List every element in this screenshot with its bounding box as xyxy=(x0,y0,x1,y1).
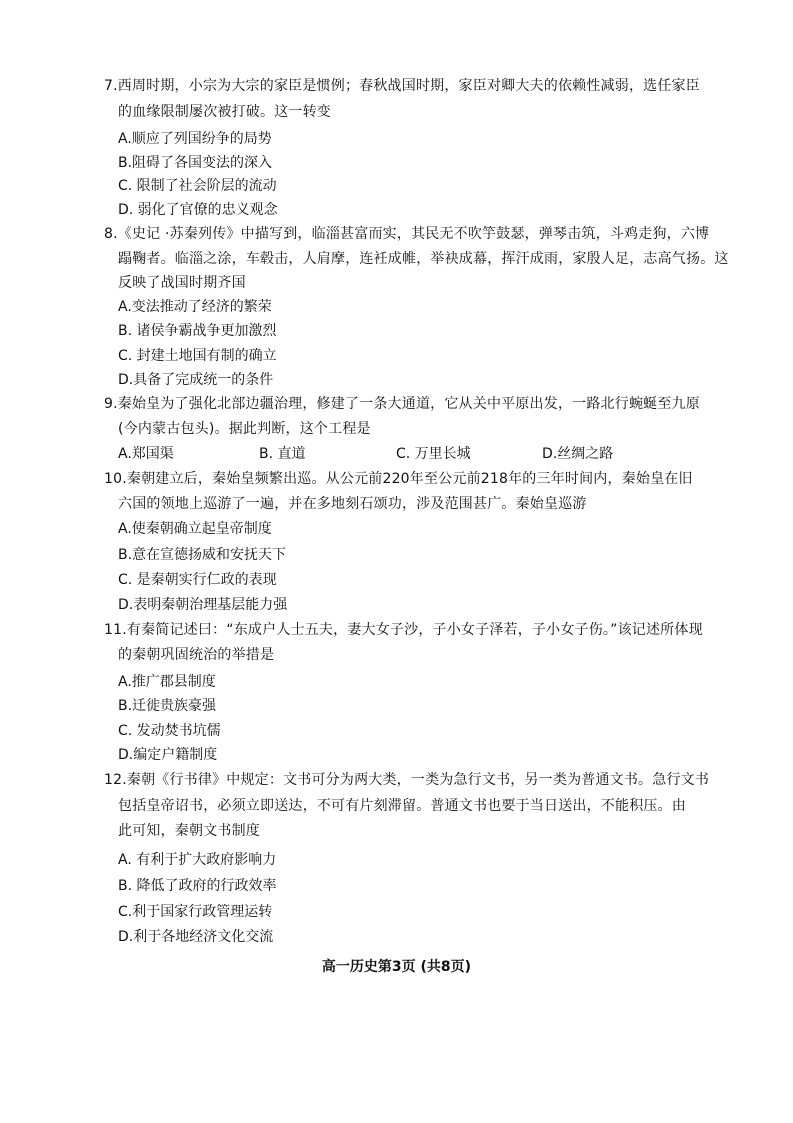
q10-option-a: A.使秦朝确立起皇帝制度 xyxy=(118,521,272,537)
q10-stem-line-1: 10.秦朝建立后，秦始皇频繁出巡。从公元前220年至公元前218年的三年时间内，秦始皇在旧 xyxy=(104,471,693,487)
q11-option-d: D.编定户籍制度 xyxy=(118,747,218,763)
q7-stem-line-2: 的血缘限制屡次被打破。这一转变 xyxy=(118,104,331,120)
q7-stem-line-1: 7.西周时期，小宗为大宗的家臣是惯例；春秋战国时期，家臣对卿大夫的依赖性减弱，选任家臣 xyxy=(104,78,700,94)
q8-option-c: C. 封建土地国有制的确立 xyxy=(118,348,277,364)
q9-option-d: D.丝绸之路 xyxy=(542,446,614,462)
q8-option-d: D.具备了完成统一的条件 xyxy=(118,372,274,388)
q10-stem-line-2: 六国的领地上巡游了一遍，并在多地刻石颂功，涉及范围甚广。秦始皇巡游 xyxy=(118,496,587,512)
q12-stem-line-3: 此可知，秦朝文书制度 xyxy=(118,823,260,839)
q7-option-d: D. 弱化了官僚的忠义观念 xyxy=(118,202,278,218)
q9-stem-line-2: (今内蒙古包头)。据此判断，这个工程是 xyxy=(118,421,371,437)
q9-option-a: A.郑国渠 xyxy=(118,446,174,462)
q10-option-d: D.表明秦朝治理基层能力强 xyxy=(118,597,288,613)
q9-option-b: B. 直道 xyxy=(259,446,306,462)
q12-option-b: B. 降低了政府的行政效率 xyxy=(118,878,277,894)
q11-option-b: B.迁徙贵族豪强 xyxy=(118,698,217,714)
q11-option-a: A.推广郡县制度 xyxy=(118,674,216,690)
q11-option-c: C. 发动焚书坑儒 xyxy=(118,723,221,739)
q12-stem-line-2: 包括皇帝诏书，必须立即送达，不可有片刻滞留。普通文书也要于当日送出，不能积压。由 xyxy=(118,798,686,814)
q10-option-c: C. 是秦朝实行仁政的表现 xyxy=(118,572,277,588)
q7-option-b: B.阻碍了各国变法的深入 xyxy=(118,155,273,171)
q8-stem-line-2: 蹋鞠者。临淄之涂，车毂击，人肩摩，连衽成帷，举袂成幕，挥汗成雨，家殷人足，志高气扬。这 xyxy=(118,251,729,267)
q9-option-c: C. 万里长城 xyxy=(396,446,471,462)
q8-stem-line-1: 8.《史记 ·苏秦列传》中描写到，临淄甚富而实，其民无不吹竽鼓瑟，弹琴击筑，斗鸡走狗，六博 xyxy=(104,226,710,242)
q11-stem-line-2: 的秦朝巩固统治的举措是 xyxy=(118,647,275,663)
q12-option-c: C.利于国家行政管理运转 xyxy=(118,904,273,920)
q12-stem-line-1: 12.秦朝《行书律》中规定：文书可分为两大类，一类为急行文书，另一类为普通文书。急行文书 xyxy=(104,772,710,788)
q8-option-a: A.变法推动了经济的繁荣 xyxy=(118,299,272,315)
q9-stem-line-1: 9.秦始皇为了强化北部边疆治理，修建了一条大通道，它从关中平原出发，一路北行蜿蜒至九原 xyxy=(104,396,700,412)
q8-option-b: B. 诸侯争霸战争更加激烈 xyxy=(118,323,277,339)
q12-option-a: A. 有利于扩大政府影响力 xyxy=(118,852,277,868)
page-footer: 高一历史第3页 (共8页) xyxy=(321,959,472,975)
q8-stem-line-3: 反映了战国时期齐国 xyxy=(118,275,246,291)
q12-option-d: D.利于各地经济文化交流 xyxy=(118,929,274,945)
q10-option-b: B.意在宣德扬威和安抚天下 xyxy=(118,547,287,563)
q7-option-c: C. 限制了社会阶层的流动 xyxy=(118,178,277,194)
q7-option-a: A.顺应了列国纷争的局势 xyxy=(118,131,272,147)
q11-stem-line-1: 11.有秦简记述曰：“东成户人士五夫，妻大女子沙，子小女子泽若，子小女子伤。”该记述所体现 xyxy=(104,622,703,638)
